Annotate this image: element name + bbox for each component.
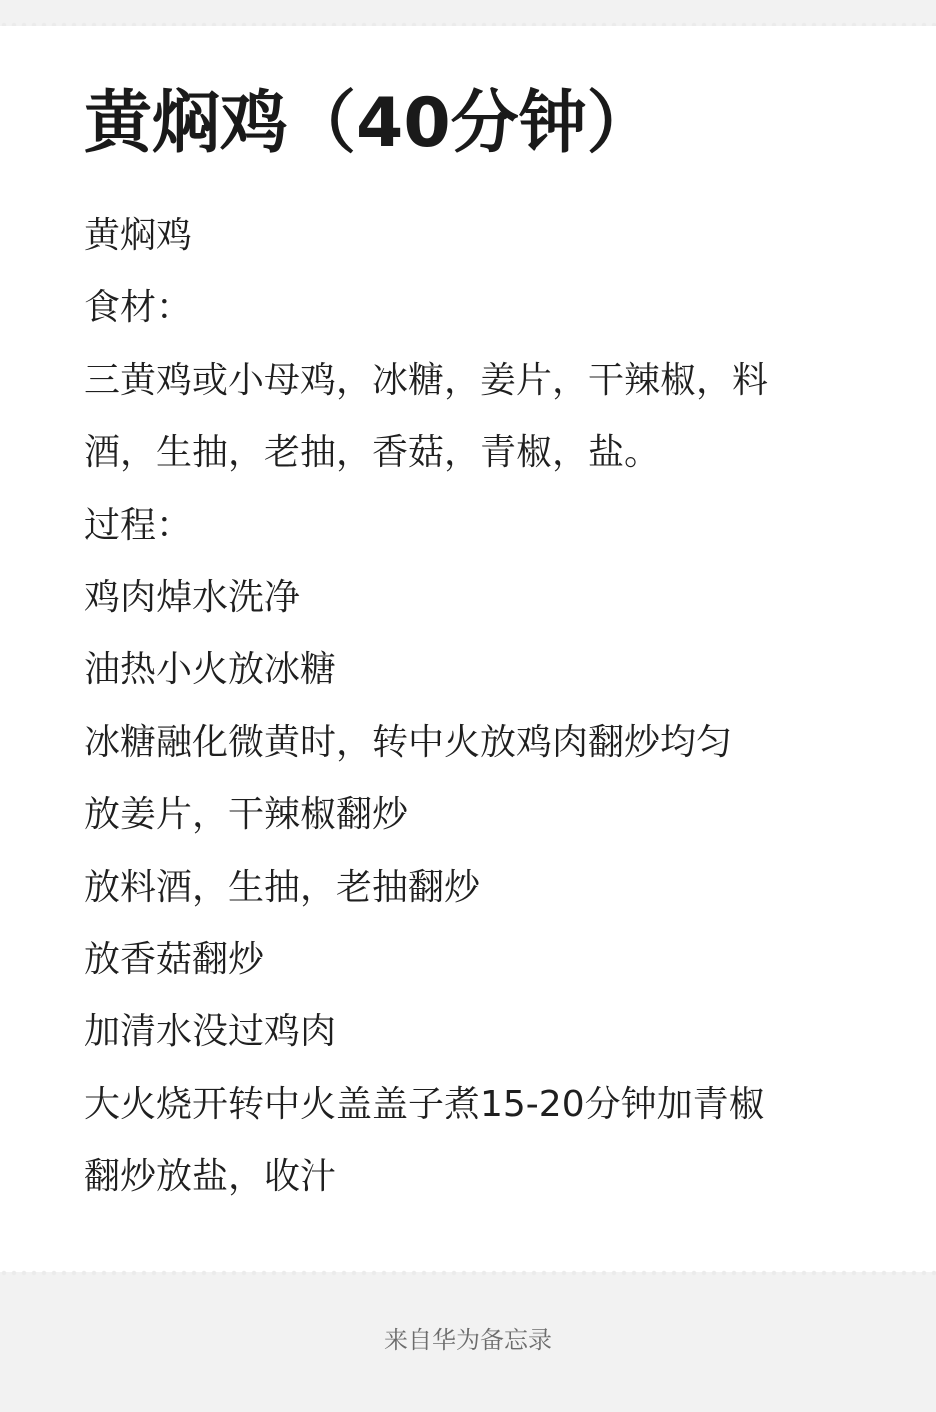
note-line: 酒，生抽，老抽，香菇，青椒，盐。 [84,432,661,474]
note-line: 黄焖鸡 [84,215,193,256]
paper-bottom-edge [0,1270,936,1276]
note-line: 大火烧开转中火盖盖子煮15-20分钟加青椒 [84,1083,765,1125]
note-line: 冰糖融化微黄时，转中火放鸡肉翻炒均匀 [84,721,733,763]
note-line: 油热小火放冰糖 [84,649,337,691]
note-title: 黄焖鸡（40分钟） [84,84,655,163]
note-line: 加清水没过鸡肉 [84,1011,337,1053]
source-footer: 来自华为备忘录 [384,1326,552,1354]
note-line: 放料酒，生抽，老抽翻炒 [84,866,481,908]
note-line: 放姜片，干辣椒翻炒 [84,794,409,836]
note-line: 三黄鸡或小母鸡，冰糖，姜片，干辣椒，料 [84,359,769,401]
note-line: 翻炒放盐，收汁 [84,1156,337,1198]
note-line: 放香菇翻炒 [84,939,265,981]
note-line: 过程： [84,504,193,546]
note-body [84,200,864,1214]
note-line: 鸡肉焯水洗净 [84,577,301,619]
note-line: 食材： [84,287,193,329]
